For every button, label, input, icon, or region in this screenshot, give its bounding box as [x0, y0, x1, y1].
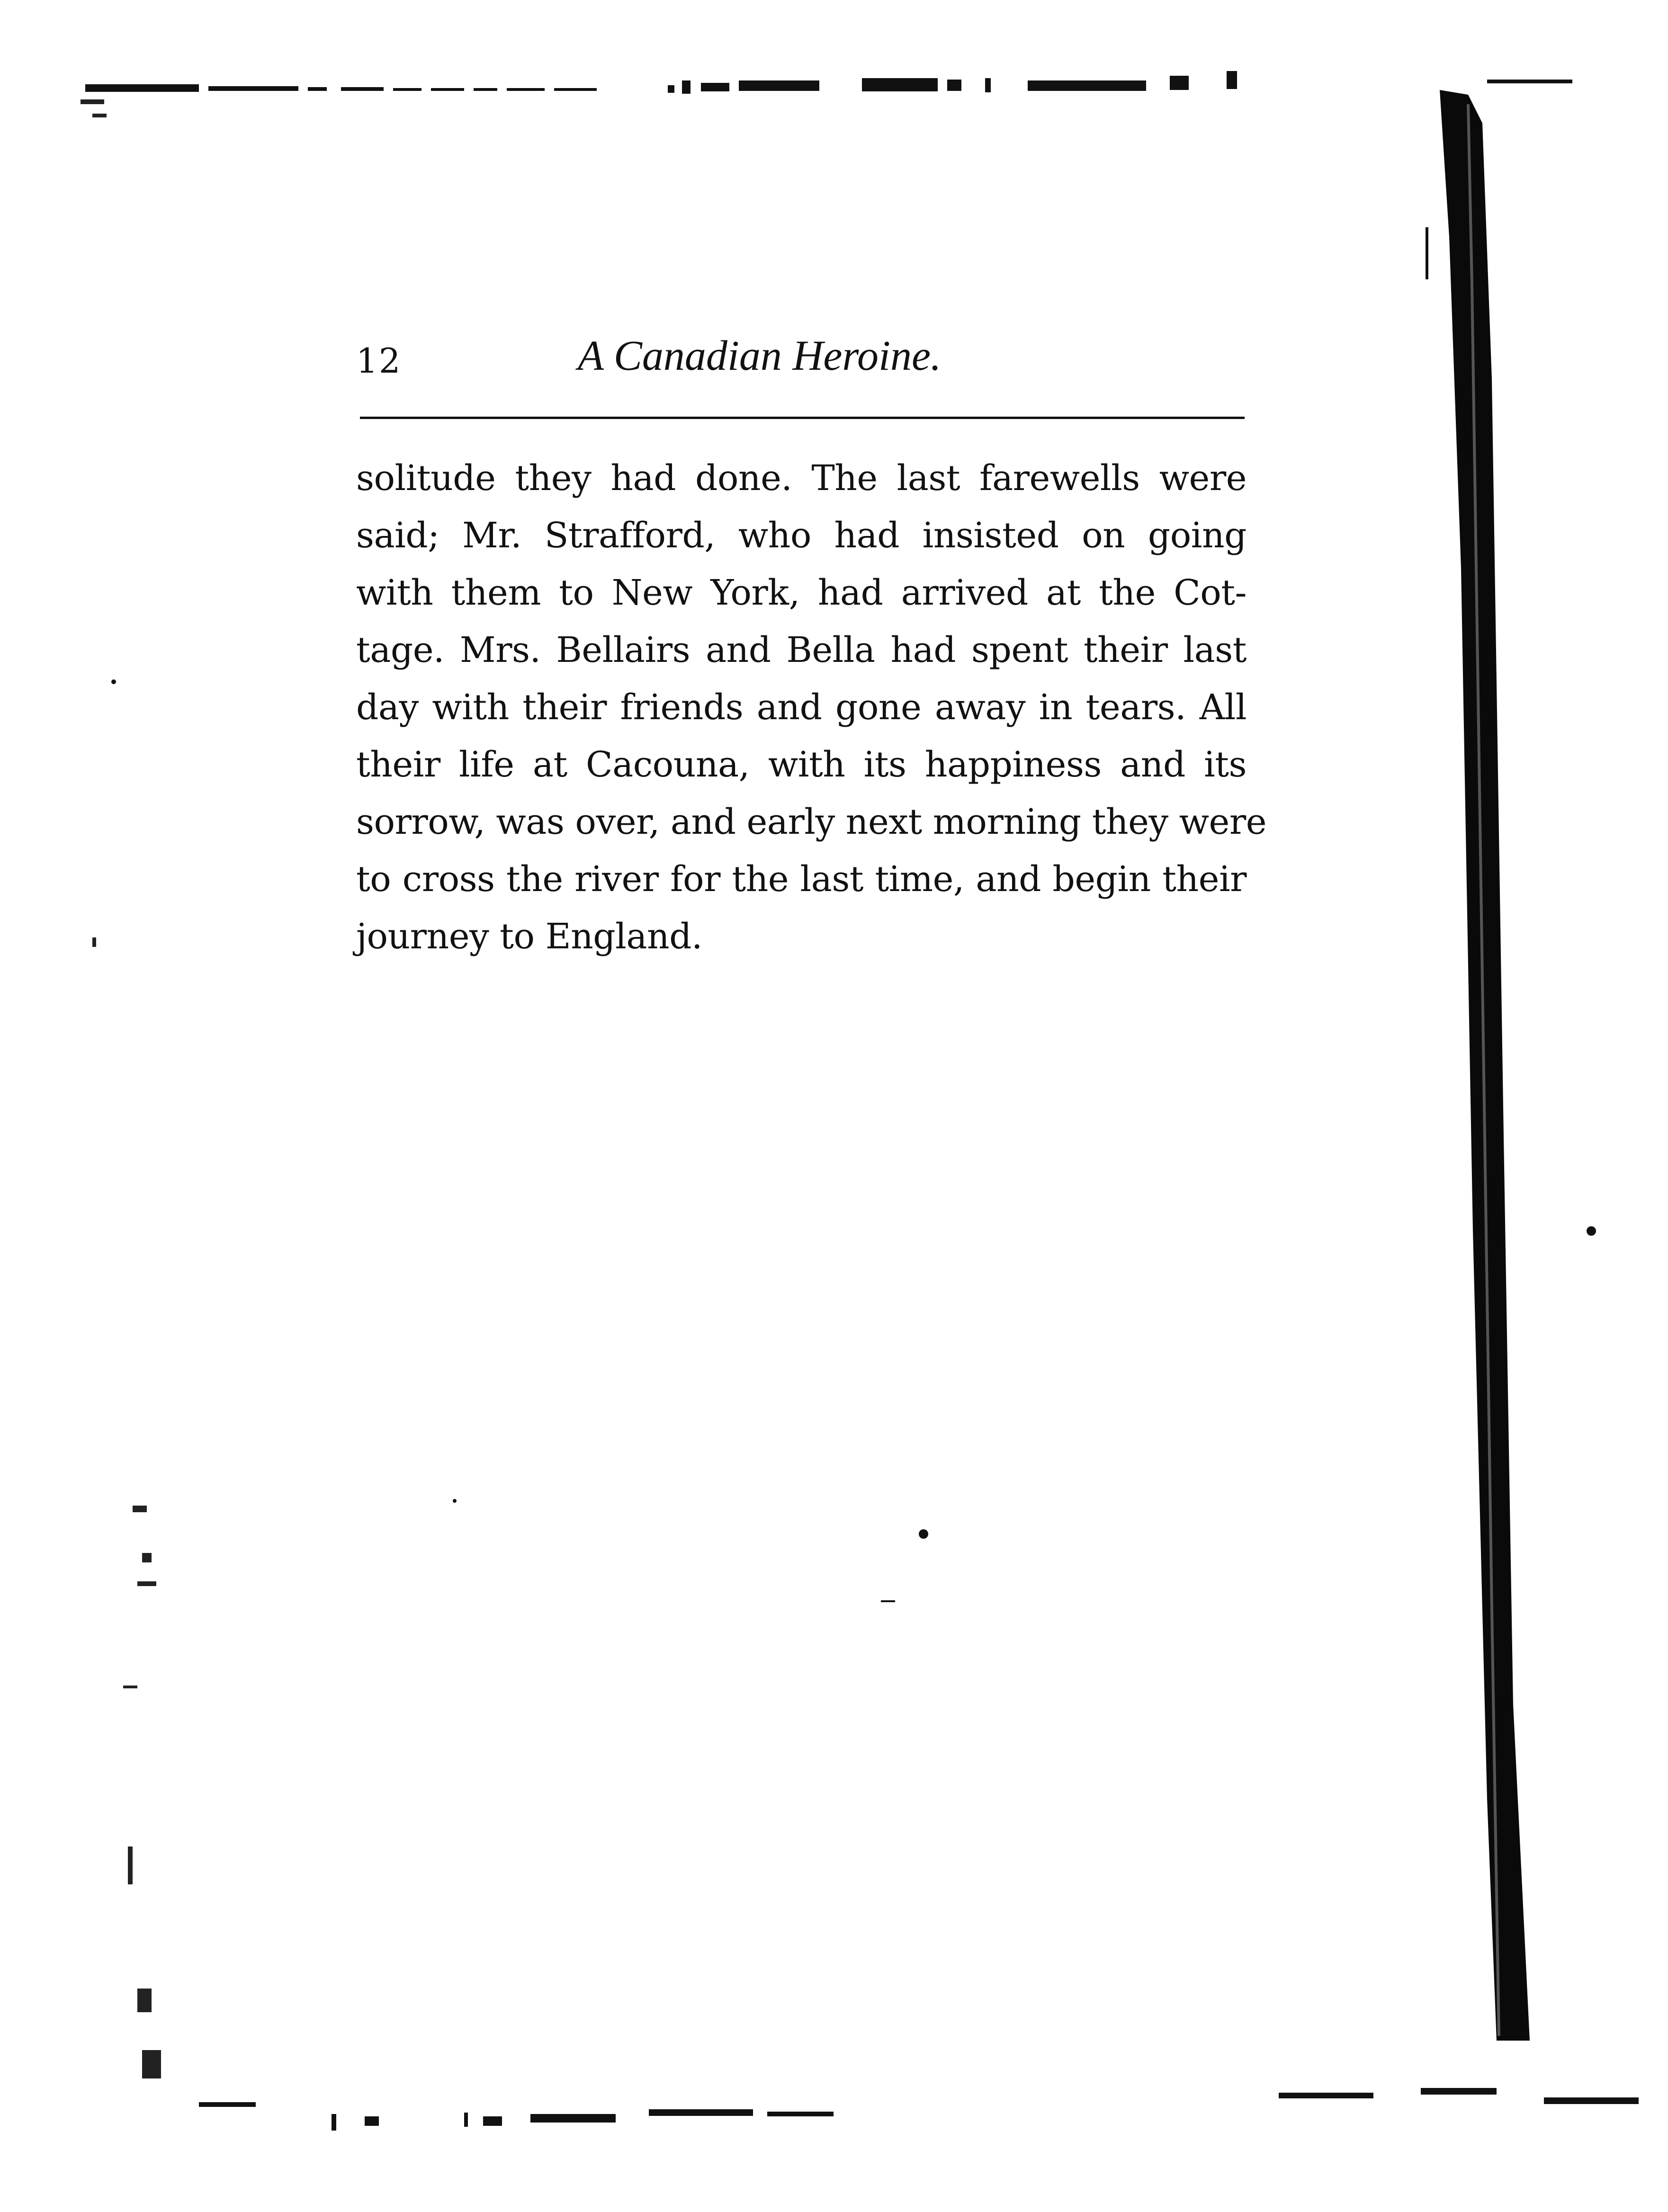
page-number: 12: [356, 341, 402, 381]
text-line: solitude they had done. The last farewells were: [356, 458, 1247, 499]
text-line: sorrow, was over, and early next morning they were: [356, 802, 1267, 842]
text-line: tage. Mrs. Bellairs and Bella had spent their last: [356, 630, 1247, 670]
bottom-edge-marks: [199, 2088, 1639, 2131]
text-line: their life at Cacouna, with its happiness and its: [356, 744, 1247, 785]
text-line: to cross the river for the last time, and begin their: [356, 859, 1247, 900]
running-head: [351, 331, 1242, 393]
text-line: said; Mr. Strafford, who had insisted on going: [356, 515, 1247, 556]
text-line: with them to New York, had arrived at the Cot-: [356, 572, 1247, 613]
running-title: A Canadian Heroine.: [578, 332, 942, 379]
header-rule: [360, 417, 1245, 419]
left-edge-marks: [81, 99, 161, 2078]
top-edge-marks: [85, 71, 1572, 94]
text-line: journey to England.: [356, 916, 703, 957]
text-line: day with their friends and gone away in tears. All: [356, 687, 1247, 728]
body-text: [356, 450, 1267, 965]
